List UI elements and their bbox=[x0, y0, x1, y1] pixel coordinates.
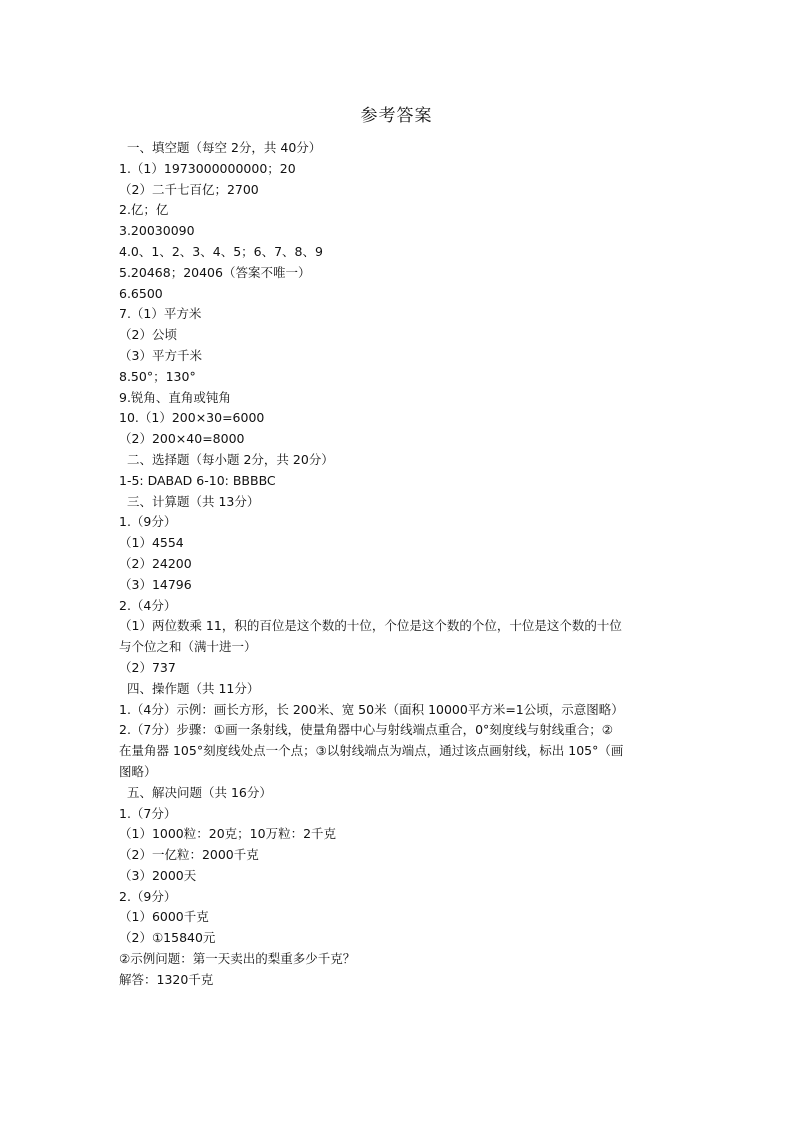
section-heading: 四、操作题（共 11分） bbox=[123, 680, 260, 696]
section-heading: 三、计算题（共 13分） bbox=[123, 493, 260, 509]
answer-line: ②示例问题：第一天卖出的梨重多少千克？ bbox=[119, 951, 356, 967]
answer-line: 在量角器 105°刻度线处点一个点；③以射线端点为端点，通过该点画射线，标出 105°（画 bbox=[119, 743, 624, 759]
answer-line: 10.（1）200×30=6000 bbox=[119, 410, 265, 426]
answer-line: （2）一亿粒：2000千克 bbox=[119, 847, 259, 863]
answer-line: 2.亿；亿 bbox=[119, 202, 169, 218]
answer-line: （3）2000天 bbox=[119, 867, 197, 883]
answer-line: 图略） bbox=[119, 763, 157, 779]
answer-line: （3）平方千米 bbox=[119, 347, 202, 363]
answer-line: 2.（7分）步骤：①画一条射线，使量角器中心与射线端点重合，0°刻度线与射线重合；② bbox=[119, 722, 613, 738]
answer-line: 6.6500 bbox=[119, 285, 163, 301]
answer-line: （2）二千七百亿；2700 bbox=[119, 181, 259, 197]
answer-line: 2.（9分） bbox=[119, 888, 177, 904]
answer-content bbox=[119, 138, 679, 991]
answer-line: 4.0、1、2、3、4、5；6、7、8、9 bbox=[119, 243, 323, 259]
answer-line: 7.（1）平方米 bbox=[119, 306, 202, 322]
answer-line: 1.（4分）示例：画长方形，长 200米、宽 50米（面积 10000平方米=1公顷，示意图略） bbox=[119, 701, 624, 717]
answer-line: （3）14796 bbox=[119, 576, 192, 592]
section-heading: 一、填空题（每空 2分，共 40分） bbox=[123, 140, 322, 155]
answer-line: 1-5: DABAD 6-10: BBBBC bbox=[119, 472, 276, 488]
page-title: 参考答案 bbox=[360, 106, 433, 126]
answer-line: 解答：1320千克 bbox=[119, 971, 214, 987]
section-heading: 五、解决问题（共 16分） bbox=[123, 784, 272, 800]
answer-line: （1）两位数乘 11，积的百位是这个数的十位，个位是这个数的个位，十位是这个数的十位 bbox=[119, 618, 622, 634]
answer-line: （2）①15840元 bbox=[119, 930, 216, 946]
answer-line: 3.20030090 bbox=[119, 223, 195, 239]
answer-line: 1.（9分） bbox=[119, 514, 177, 530]
answer-line: （1）1000粒：20克；10万粒：2千克 bbox=[119, 826, 337, 842]
section-heading: 二、选择题（每小题 2分，共 20分） bbox=[123, 451, 334, 467]
answer-line: 与个位之和（满十进一） bbox=[119, 639, 257, 655]
answer-line: （1）4554 bbox=[119, 535, 184, 551]
answer-line: （2）200×40=8000 bbox=[119, 431, 245, 447]
answer-line: （1）6000千克 bbox=[119, 909, 209, 925]
answer-line: 2.（4分） bbox=[119, 597, 177, 613]
answer-line: （2）24200 bbox=[119, 555, 192, 571]
answer-line: 1.（7分） bbox=[119, 805, 177, 821]
answer-line: （2）公顷 bbox=[119, 327, 177, 343]
answer-line: 9.锐角、直角或钝角 bbox=[119, 389, 231, 405]
answer-line: 5.20468；20406（答案不唯一） bbox=[119, 264, 311, 280]
answer-line: 1.（1）1973000000000；20 bbox=[119, 160, 296, 176]
answer-line: （2）737 bbox=[119, 659, 176, 675]
answer-line: 8.50°；130° bbox=[119, 368, 196, 384]
